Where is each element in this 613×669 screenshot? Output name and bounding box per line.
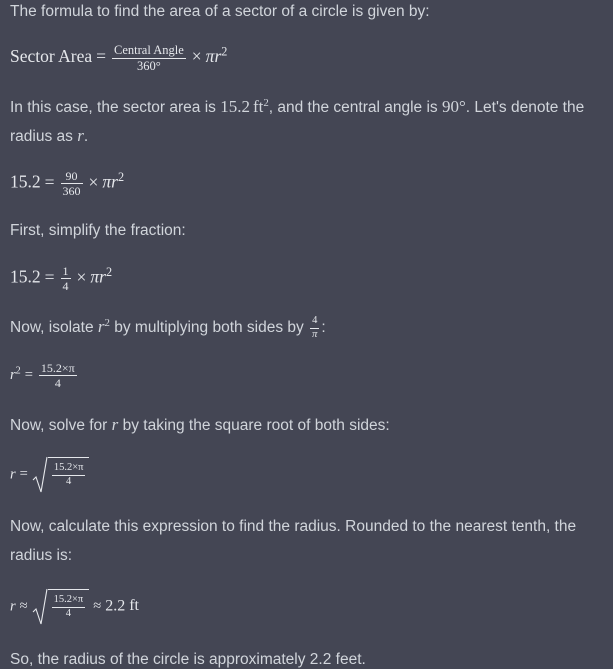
calc-text: [10, 519, 603, 535]
isolate-text: [10, 316, 603, 340]
case-area-exponent: 2: [263, 97, 269, 110]
equation-5: [10, 588, 603, 626]
solve-r: r: [111, 415, 119, 434]
formula-fraction-denominator: 360°: [137, 58, 161, 73]
eq1-numerator: 90: [61, 170, 83, 184]
isolate-part-b: by multiplying both sides by: [109, 319, 309, 337]
case-part-b: , and the central angle is: [268, 99, 442, 116]
eq2-denominator: 4: [62, 279, 69, 293]
equation-2: [10, 265, 603, 292]
formula-pi: π: [205, 46, 215, 67]
eq5-denominator: 4: [65, 607, 72, 619]
eq2-numerator: 1: [62, 264, 69, 278]
eq3-fraction: [39, 362, 77, 389]
eq3-equals: =: [24, 366, 33, 383]
simplify-sentence: First, simplify the fraction:: [10, 222, 186, 239]
eq4-equals: =: [19, 466, 28, 483]
eq4-r: r: [10, 466, 16, 483]
eq4-square-root: [32, 456, 90, 494]
case-part-a: In this case, the sector area is: [10, 99, 221, 116]
eq2-fraction: [61, 265, 71, 292]
intro-sentence: The formula to find the area of a sector of a circle is given by:: [10, 3, 430, 20]
isolate-fraction: [310, 316, 319, 340]
eq1-denominator: 360: [62, 184, 81, 198]
intro-text: [10, 4, 603, 20]
eq2-r: r: [99, 266, 106, 287]
formula-equals: =: [96, 46, 106, 67]
eq4-denominator: 4: [66, 475, 72, 487]
eq5-r: r: [10, 598, 16, 615]
eq5-square-root: [32, 588, 90, 626]
case-part-e: .: [83, 128, 89, 145]
radical-sign-icon: [32, 588, 48, 626]
case-text-continued: [10, 127, 603, 145]
eq5-result: 2.2: [105, 597, 126, 615]
formula-lhs: Sector Area: [10, 46, 93, 67]
formula-exponent: 2: [221, 44, 228, 59]
formula-fraction: [112, 44, 186, 72]
calc-text-continued: [10, 548, 603, 564]
eq3-exponent: 2: [15, 365, 21, 377]
case-part-c: . Let's denote the: [465, 99, 585, 116]
eq2-equals: =: [44, 266, 55, 287]
eq5-numerator: 15.2×π: [52, 595, 86, 608]
eq1-fraction: [61, 170, 83, 197]
case-area-value: 15.2: [220, 97, 250, 116]
case-r-variable: r: [77, 126, 84, 145]
solve-part-a: Now, solve for: [10, 417, 112, 434]
solve-part-b: by taking the square root of both sides:: [118, 417, 390, 434]
formula-times: ×: [191, 46, 202, 67]
eq5-radicand: [48, 589, 90, 626]
isolate-exponent: 2: [104, 317, 110, 330]
isolate-r: r: [97, 317, 105, 337]
eq1-equals: =: [44, 171, 55, 192]
eq2-pi: π: [90, 266, 100, 287]
eq3-numerator: 15.2×π: [40, 361, 75, 375]
calc-sentence-continued: radius is:: [10, 547, 73, 564]
eq5-fraction: [52, 595, 86, 619]
equation-4: [10, 456, 603, 494]
isolate-part-c: :: [321, 319, 326, 337]
simplify-text: [10, 223, 603, 239]
case-text: [10, 98, 603, 116]
eq4-fraction: [52, 463, 86, 487]
eq2-exponent: 2: [105, 264, 113, 279]
conclusion-text: [10, 652, 603, 668]
eq1-times: ×: [88, 171, 99, 192]
eq4-numerator: 15.2×π: [52, 463, 86, 476]
solve-text: [10, 416, 603, 434]
formula-fraction-numerator: Central Angle: [114, 43, 184, 57]
eq2-lhs: 15.2: [10, 266, 41, 287]
case-part-d: radius as: [10, 128, 78, 145]
isolate-denominator: π: [312, 328, 318, 340]
eq4-radicand: [48, 457, 90, 494]
eq2-times: ×: [76, 266, 87, 287]
eq3-r: r: [10, 366, 16, 383]
eq1-lhs: 15.2: [10, 171, 41, 192]
calc-sentence: Now, calculate this expression to find the radius. Rounded to the nearest tenth, the: [10, 518, 577, 535]
eq5-approx-result: ≈: [93, 598, 102, 615]
radical-sign-icon: [32, 456, 48, 494]
eq1-pi: π: [102, 171, 112, 192]
formula-r: r: [214, 46, 222, 67]
eq5-unit: ft: [129, 597, 139, 615]
isolate-numerator: 4: [310, 316, 319, 329]
case-area-unit: ft: [252, 97, 264, 116]
eq1-exponent: 2: [117, 169, 125, 184]
sector-area-formula: [10, 44, 603, 72]
conclusion-sentence: So, the radius of the circle is approximately 2.2 feet.: [10, 651, 366, 668]
equation-1: [10, 170, 603, 197]
eq5-approx: ≈: [19, 598, 28, 615]
equation-3: [10, 362, 603, 389]
eq1-r: r: [111, 171, 118, 192]
case-angle-value: 90°: [441, 97, 466, 116]
eq3-denominator: 4: [54, 376, 61, 390]
isolate-part-a: Now, isolate: [10, 319, 98, 337]
